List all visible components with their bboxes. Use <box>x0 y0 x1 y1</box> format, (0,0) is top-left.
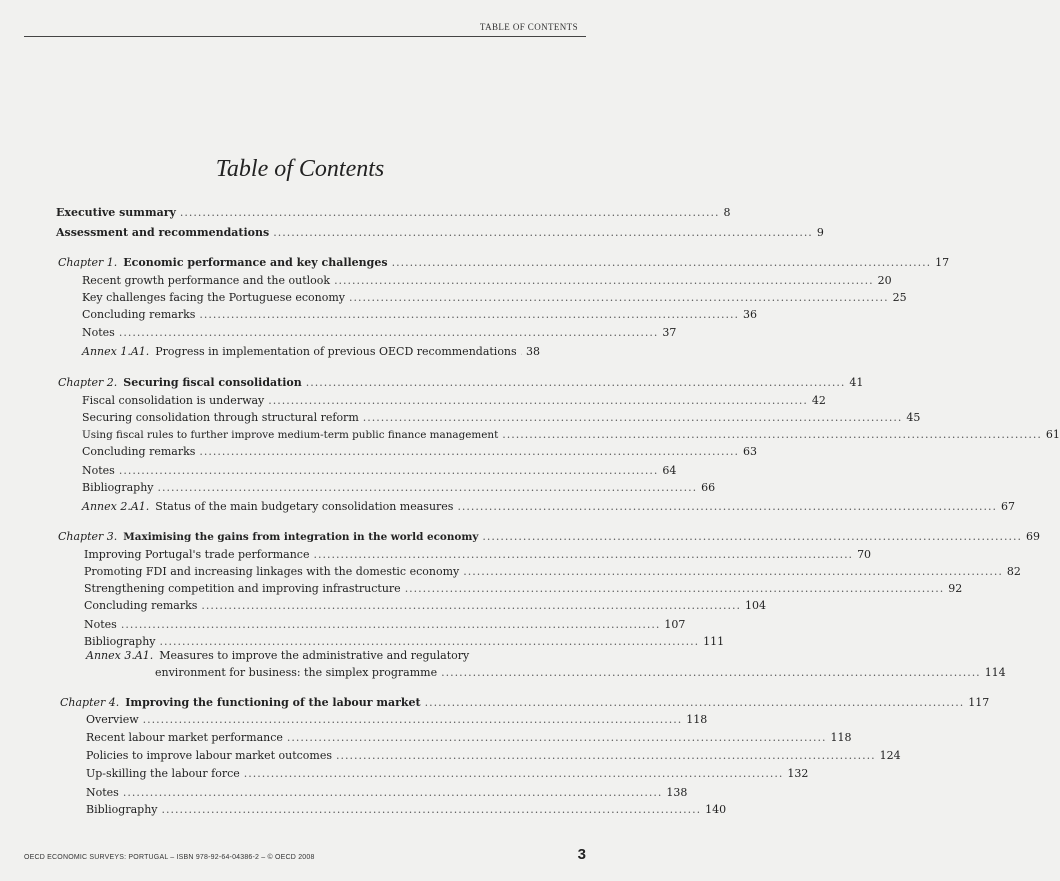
entry-page: 42 <box>811 394 826 407</box>
toc-annex-2[interactable] <box>82 500 1016 513</box>
toc-entry[interactable] <box>82 291 907 304</box>
chapter-prefix: Chapter 2. <box>58 376 118 389</box>
toc-entry[interactable] <box>82 445 757 458</box>
entry-label: Economic performance and key challenges <box>123 256 388 269</box>
toc-annex-1[interactable] <box>82 345 540 358</box>
entry-label: Using fiscal rules to further improve medium-term public finance management <box>82 429 499 441</box>
entry-label-line1: Measures to improve the administrative and regulatory <box>159 649 470 662</box>
entry-label: Improving Portugal's trade performance <box>84 548 310 561</box>
entry-page: 132 <box>787 767 809 780</box>
toc-entry[interactable] <box>84 548 872 561</box>
toc-entry[interactable] <box>82 481 716 494</box>
toc-chapter-4[interactable] <box>60 696 990 709</box>
entry-label: Notes <box>86 786 119 799</box>
toc-entry[interactable] <box>84 635 725 648</box>
toc-chapter-3[interactable] <box>58 530 1040 544</box>
entry-label: Concluding remarks <box>82 308 196 321</box>
dot-leader: ........................................................................................................................ <box>161 803 702 816</box>
entry-page: 104 <box>745 599 766 612</box>
dot-leader: ........................................................................................................................ <box>349 291 889 304</box>
entry-label: Fiscal consolidation is underway <box>82 394 265 407</box>
toc-entry[interactable] <box>82 274 892 287</box>
toc-chapter-2[interactable] <box>58 376 864 389</box>
entry-page: 114 <box>984 666 1006 679</box>
dot-leader: ........................................................................................................................ <box>120 618 661 631</box>
entry-page: 66 <box>701 481 716 494</box>
page-title: Table of Contents <box>215 156 385 182</box>
dot-leader: ........................................................................................................................ <box>305 376 846 389</box>
entry-page: 124 <box>879 749 901 762</box>
chapter-prefix: Chapter 4. <box>60 696 120 709</box>
entry-page: 92 <box>948 582 963 595</box>
entry-label: Bibliography <box>82 481 154 494</box>
toc-entry[interactable] <box>86 803 727 816</box>
entry-label: Notes <box>84 618 117 631</box>
entry-page: 107 <box>664 618 686 631</box>
entry-page: 118 <box>830 731 852 744</box>
dot-leader <box>521 345 522 358</box>
toc-entry[interactable] <box>84 618 686 631</box>
dot-leader: ........................................................................................................................ <box>201 599 741 612</box>
entry-page: 38 <box>526 345 540 358</box>
dot-leader: ........................................................................................................................ <box>336 749 876 762</box>
page-footer: OECD ECONOMIC SURVEYS: PORTUGAL – ISBN 978-92-64-04386-2 – © OECD 2008 <box>24 854 315 861</box>
entry-page: 17 <box>935 256 950 269</box>
annex-first-line <box>86 649 469 663</box>
toc-entry[interactable] <box>84 599 766 612</box>
entry-page: 69 <box>1025 530 1040 543</box>
toc-entry[interactable] <box>86 786 688 799</box>
dot-leader: ........................................................................................................................ <box>273 226 813 239</box>
dot-leader: ........................................................................................................................ <box>482 530 1022 543</box>
entry-page: 20 <box>877 274 892 287</box>
entry-page: 41 <box>849 376 864 389</box>
entry-label: Concluding remarks <box>84 599 198 612</box>
entry-page: 63 <box>743 445 757 458</box>
annex-prefix: Annex 2.A1. <box>82 500 150 513</box>
chapter-prefix: Chapter 1. <box>58 256 118 269</box>
dot-leader: ........................................................................................................................ <box>441 666 981 679</box>
entry-label: Progress in implementation of previous OECD recommendations <box>155 345 517 358</box>
entry-label: Bibliography <box>86 803 158 816</box>
entry-label: Bibliography <box>84 635 156 648</box>
dot-leader: ........................................................................................................................ <box>404 582 945 595</box>
dot-leader: ........................................................................................................................ <box>159 635 700 648</box>
entry-page: 25 <box>892 291 907 304</box>
toc-entry[interactable] <box>86 749 901 762</box>
toc-entry[interactable] <box>86 713 708 726</box>
dot-leader: ........................................................................................................................ <box>199 308 739 321</box>
dot-leader: ........................................................................................................................ <box>463 565 1003 578</box>
entry-page: 64 <box>662 464 677 477</box>
entry-label: Executive summary <box>56 206 176 219</box>
dot-leader: ........................................................................................................................ <box>142 713 683 726</box>
dot-leader: ........................................................................................................................ <box>122 786 663 799</box>
annex-second-line <box>155 666 1006 679</box>
dot-leader: ........................................................................................................................ <box>157 481 698 494</box>
dot-leader: ........................................................................................................................ <box>313 548 854 561</box>
header-rule <box>24 36 586 37</box>
dot-leader: ........................................................................................................................ <box>179 206 720 219</box>
entry-page: 9 <box>816 226 824 239</box>
entry-label: Recent labour market performance <box>86 731 283 744</box>
entry-page: 37 <box>662 326 677 339</box>
entry-page: 8 <box>723 206 731 219</box>
entry-label: Recent growth performance and the outlook <box>82 274 331 287</box>
entry-label: Promoting FDI and increasing linkages with the domestic economy <box>84 565 460 578</box>
annex-prefix: Annex 1.A1. <box>82 345 150 358</box>
dot-leader: ........................................................................................................................ <box>334 274 874 287</box>
toc-entry[interactable] <box>84 582 963 595</box>
toc-chapter-1[interactable] <box>58 256 950 269</box>
toc-entry[interactable] <box>82 464 677 477</box>
toc-entry-executive-summary[interactable] <box>56 206 731 219</box>
toc-entry-assessment[interactable] <box>56 226 824 239</box>
dot-leader: ........................................................................................................................ <box>362 411 903 424</box>
toc-entry[interactable] <box>82 326 677 339</box>
dot-leader: ........................................................................................................................ <box>286 731 827 744</box>
entry-label: Improving the functioning of the labour market <box>125 696 421 709</box>
dot-leader: ........................................................................................................................ <box>391 256 932 269</box>
entry-page: 70 <box>857 548 872 561</box>
entry-page: 45 <box>906 411 921 424</box>
toc-entry[interactable] <box>82 411 921 424</box>
dot-leader: ........................................................................................................................ <box>268 394 808 407</box>
toc-entry[interactable] <box>86 767 809 780</box>
dot-leader: ........................................................................................................................ <box>424 696 965 709</box>
toc-annex-3[interactable] <box>86 649 1006 685</box>
entry-label: Key challenges facing the Portuguese economy <box>82 291 345 304</box>
dot-leader: ........................................................................................................................ <box>199 445 739 458</box>
page-number: 3 <box>577 846 586 863</box>
entry-page: 36 <box>743 308 757 321</box>
toc-entry[interactable] <box>86 731 852 744</box>
entry-page: 61 <box>1045 428 1060 441</box>
dot-leader: ........................................................................................................................ <box>118 326 659 339</box>
dot-leader: ........................................................................................................................ <box>118 464 659 477</box>
entry-page: 67 <box>1001 500 1016 513</box>
entry-page: 111 <box>703 635 725 648</box>
entry-page: 118 <box>686 713 708 726</box>
dot-leader: ........................................................................................................................ <box>243 767 784 780</box>
entry-page: 82 <box>1006 565 1021 578</box>
entry-label: environment for business: the simplex programme <box>155 666 438 679</box>
annex-prefix: Annex 3.A1. <box>86 649 154 662</box>
running-head: TABLE OF CONTENTS <box>479 22 578 32</box>
toc-entry[interactable] <box>82 394 826 407</box>
toc-entry[interactable] <box>82 428 1060 442</box>
entry-label: Strengthening competition and improving infrastructure <box>84 582 401 595</box>
entry-label: Securing consolidation through structural reform <box>82 411 359 424</box>
dot-leader: ........................................................................................................................ <box>502 428 1042 441</box>
entry-label: Up-skilling the labour force <box>86 767 240 780</box>
entry-label: Maximising the gains from integration in the world economy <box>123 531 479 543</box>
entry-label: Policies to improve labour market outcomes <box>86 749 332 762</box>
chapter-prefix: Chapter 3. <box>58 530 118 543</box>
entry-label: Overview <box>86 713 139 726</box>
entry-page: 138 <box>666 786 688 799</box>
entry-label: Concluding remarks <box>82 445 196 458</box>
entry-label: Notes <box>82 326 115 339</box>
toc-entry[interactable] <box>82 308 757 321</box>
entry-label: Notes <box>82 464 115 477</box>
entry-page: 117 <box>968 696 990 709</box>
entry-page: 140 <box>705 803 727 816</box>
toc-entry[interactable] <box>84 565 1021 578</box>
entry-label: Assessment and recommendations <box>56 226 270 239</box>
dot-leader: ........................................................................................................................ <box>457 500 998 513</box>
entry-label: Securing fiscal consolidation <box>123 376 302 389</box>
entry-label: Status of the main budgetary consolidation measures <box>155 500 454 513</box>
